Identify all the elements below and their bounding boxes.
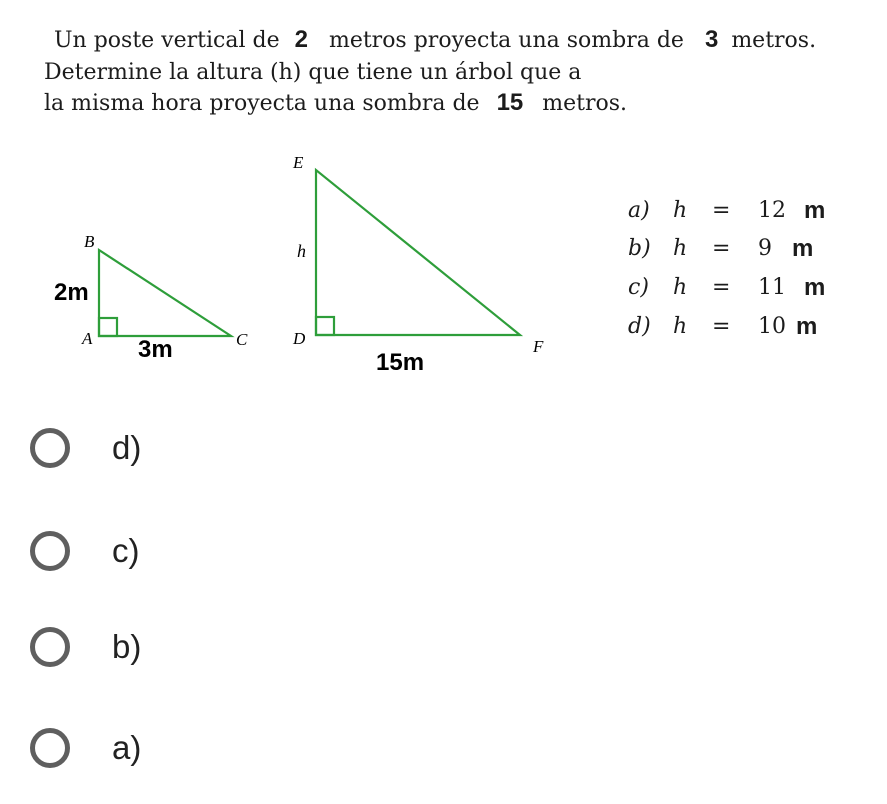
option-equals: = bbox=[712, 275, 731, 300]
small-height-label: 2m bbox=[54, 279, 89, 306]
statement-line-2: Determine la altura (h) que tiene un árbol que a bbox=[44, 60, 582, 85]
vertex-b-label: B bbox=[84, 232, 95, 251]
vertex-d-label: D bbox=[293, 329, 306, 348]
large-height-label: h bbox=[297, 241, 306, 261]
option-variable: h bbox=[673, 314, 688, 339]
large-right-angle-mark bbox=[316, 317, 334, 335]
vertex-c-label: C bbox=[236, 330, 248, 349]
option-row-d bbox=[628, 313, 818, 340]
vertex-a-label: A bbox=[82, 329, 93, 348]
statement-text: metros. bbox=[731, 28, 817, 53]
vertex-f-label: F bbox=[533, 337, 544, 356]
option-unit: m bbox=[796, 313, 818, 340]
small-triangle bbox=[99, 250, 231, 336]
option-letter: d) bbox=[628, 314, 651, 339]
pole-height-value: 2 bbox=[294, 26, 308, 53]
choice-label: c) bbox=[112, 532, 140, 569]
problem-image bbox=[0, 0, 887, 400]
option-variable: h bbox=[673, 236, 688, 261]
option-row-b bbox=[628, 235, 814, 262]
tree-shadow-value: 15 bbox=[496, 89, 524, 116]
triangles-diagram bbox=[0, 0, 887, 400]
choice-a[interactable] bbox=[30, 728, 330, 782]
large-triangle bbox=[316, 170, 520, 335]
option-value: 11 bbox=[758, 275, 786, 300]
choice-label: b) bbox=[112, 628, 142, 665]
option-unit: m bbox=[804, 197, 826, 224]
choice-d[interactable] bbox=[30, 428, 330, 482]
choice-c[interactable] bbox=[30, 531, 330, 585]
choice-label: d) bbox=[112, 429, 142, 466]
option-variable: h bbox=[673, 275, 688, 300]
option-value: 9 bbox=[758, 236, 772, 261]
option-equals: = bbox=[712, 314, 731, 339]
option-value: 12 bbox=[758, 198, 786, 223]
vertex-e-label: E bbox=[293, 153, 304, 172]
statement-text: la misma hora proyecta una sombra de bbox=[44, 91, 480, 116]
option-unit: m bbox=[792, 235, 814, 262]
radio-button-icon[interactable] bbox=[30, 428, 70, 468]
option-row-c bbox=[628, 274, 826, 301]
option-equals: = bbox=[712, 236, 731, 261]
option-row-a bbox=[628, 197, 826, 224]
pole-shadow-value: 3 bbox=[704, 26, 719, 53]
radio-button-icon[interactable] bbox=[30, 531, 70, 571]
option-letter: a) bbox=[628, 198, 650, 223]
small-right-angle-mark bbox=[99, 318, 117, 336]
choice-b[interactable] bbox=[30, 627, 330, 681]
statement-text: metros. bbox=[542, 91, 628, 116]
option-equals: = bbox=[712, 198, 731, 223]
option-unit: m bbox=[804, 274, 826, 301]
statement-text: metros proyecta una sombra de bbox=[328, 28, 684, 53]
option-variable: h bbox=[673, 198, 688, 223]
choice-label: a) bbox=[112, 729, 142, 766]
large-base-label: 15m bbox=[376, 349, 425, 376]
option-value: 10 bbox=[758, 314, 786, 339]
statement-text: Un poste vertical de bbox=[54, 28, 280, 53]
small-base-label: 3m bbox=[138, 336, 173, 363]
radio-button-icon[interactable] bbox=[30, 627, 70, 667]
option-letter: b) bbox=[628, 236, 651, 261]
option-letter: c) bbox=[628, 275, 649, 300]
radio-button-icon[interactable] bbox=[30, 728, 70, 768]
